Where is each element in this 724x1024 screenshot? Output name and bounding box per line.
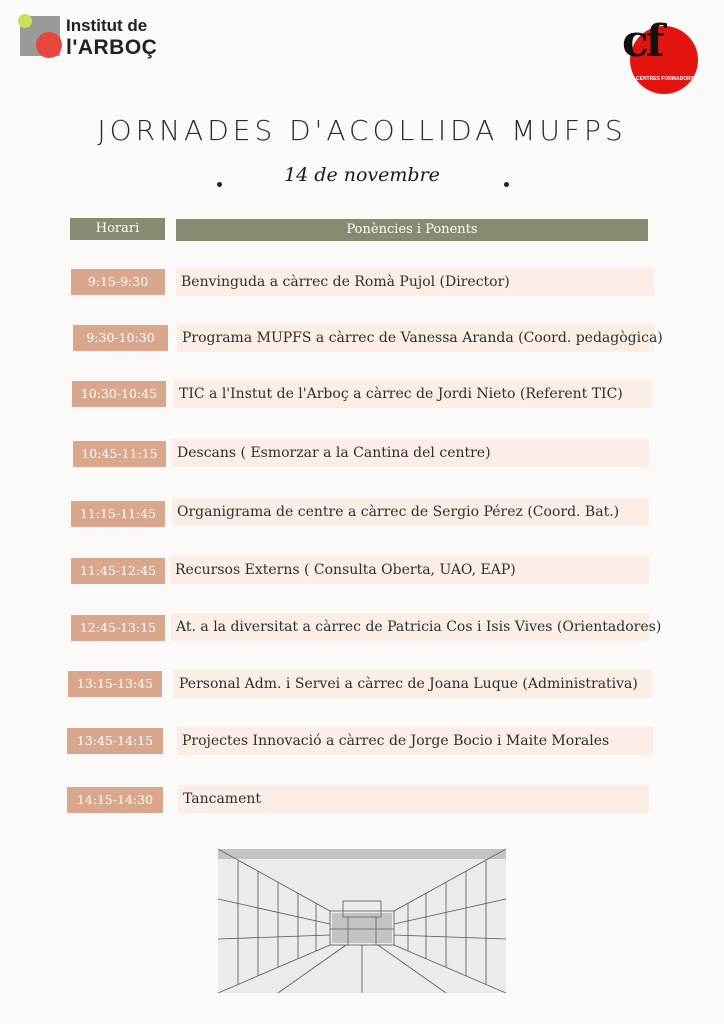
header-horari: Horari [70,218,165,240]
schedule-desc: Organigrama de centre a càrrec de Sergio Pérez (Coord. Bat.) [172,498,649,526]
logo-text-line1: Institut de [66,16,148,35]
schedule-desc: Projectes Innovació a càrrec de Jorge Bocio i Maite Morales [177,727,653,755]
schedule-time: 10:45-11:15 [73,441,166,467]
page-title: JORNADES D'ACOLLIDA MUFPS [97,114,627,147]
header-ponencies: Ponències i Ponents [176,219,648,241]
schedule-time: 10:30-10:45 [72,381,166,407]
centres-formadors-logo [622,16,700,96]
schedule-desc: At. a la diversitat a càrrec de Patricia Cos i Isis Vives (Orientadores) [171,613,649,641]
schedule-time: 9:15-9:30 [71,269,165,295]
logo-text-line2: l'ARBOÇ [66,36,158,59]
schedule-desc: Descans ( Esmorzar a la Cantina del centre) [172,439,649,467]
institut-arboc-logo [20,16,170,60]
logo-green-dot [18,14,32,28]
schedule-time: 11:15-11:45 [71,501,165,527]
building-sketch-drawing [218,849,506,993]
logo-subtitle: CENTRES FORMADORS [636,76,695,82]
building-sketch-image [218,849,506,993]
schedule-desc: Recursos Externs ( Consulta Oberta, UAO, EAP) [170,556,649,584]
logo-cf-mark: cf [622,16,662,67]
schedule-time: 14:15-14:30 [67,787,163,813]
schedule-desc: Tancament [178,785,649,813]
schedule-desc: Benvinguda a càrrec de Romà Pujol (Director) [176,268,654,296]
bullet-right-icon [504,182,509,187]
schedule-time: 12:45-13:15 [71,615,165,641]
schedule-desc: TIC a l'Instut de l'Arboç a càrrec de Jordi Nieto (Referent TIC) [174,380,652,408]
schedule-time: 9:30-10:30 [73,325,168,351]
schedule-time: 13:15-13:45 [68,671,162,697]
schedule-desc: Programa MUPFS a càrrec de Vanessa Aranda (Coord. pedagògica) [177,324,654,352]
logo-red-circle [36,32,62,58]
event-date: 14 de novembre [284,164,440,186]
schedule-time: 13:45-14:15 [67,728,163,754]
schedule-desc: Personal Adm. i Servei a càrrec de Joana Luque (Administrativa) [174,670,652,698]
schedule-time: 11:45-12:45 [71,558,165,584]
